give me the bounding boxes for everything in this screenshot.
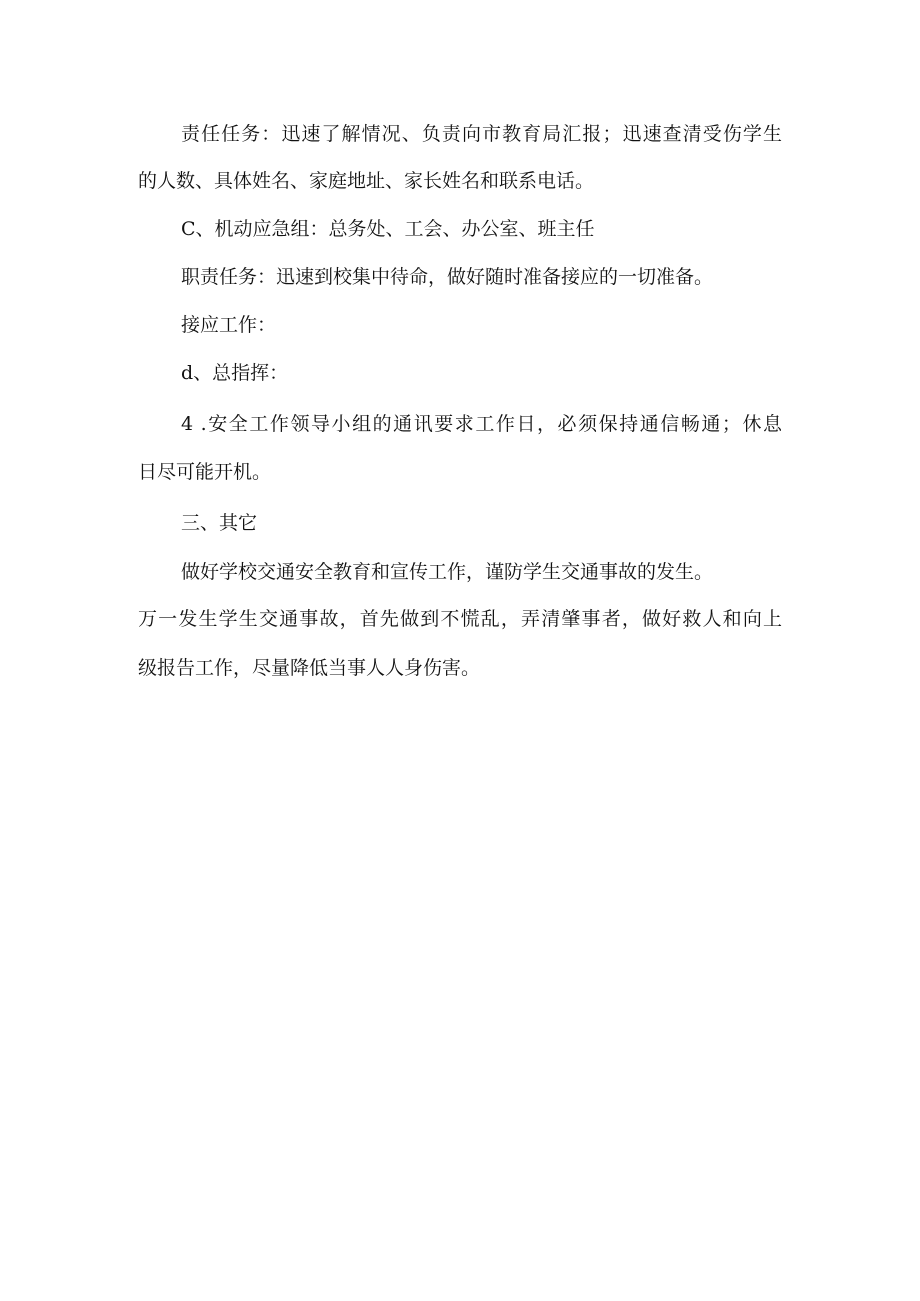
paragraph-line: d、总指挥： bbox=[181, 362, 289, 384]
paragraph-line: 4 .安全工作领导小组的通讯要求工作日，必须保持通信畅通；休息 bbox=[181, 413, 782, 435]
paragraph-line: 职责任务：迅速到校集中待命，做好随时准备接应的一切准备。 bbox=[181, 266, 714, 288]
paragraph-line: 接应工作： bbox=[181, 314, 277, 336]
paragraph-line: 级报告工作，尽量降低当事人人身伤害。 bbox=[138, 657, 481, 679]
paragraph-line: 做好学校交通安全教育和宣传工作，谨防学生交通事故的发生。 bbox=[181, 561, 714, 583]
paragraph-line: C、机动应急组：总务处、工会、办公室、班主任 bbox=[181, 218, 595, 240]
paragraph-line: 责任任务：迅速了解情况、负责向市教育局汇报；迅速查清受伤学生 bbox=[181, 123, 782, 145]
paragraph-line: 日尽可能开机。 bbox=[138, 461, 272, 483]
paragraph-line: 万一发生学生交通事故，首先做到不慌乱，弄清肇事者，做好救人和向上 bbox=[138, 608, 782, 630]
section-heading: 三、其它 bbox=[181, 512, 258, 534]
paragraph-line: 的人数、具体姓名、家庭地址、家长姓名和联系电话。 bbox=[138, 170, 595, 192]
